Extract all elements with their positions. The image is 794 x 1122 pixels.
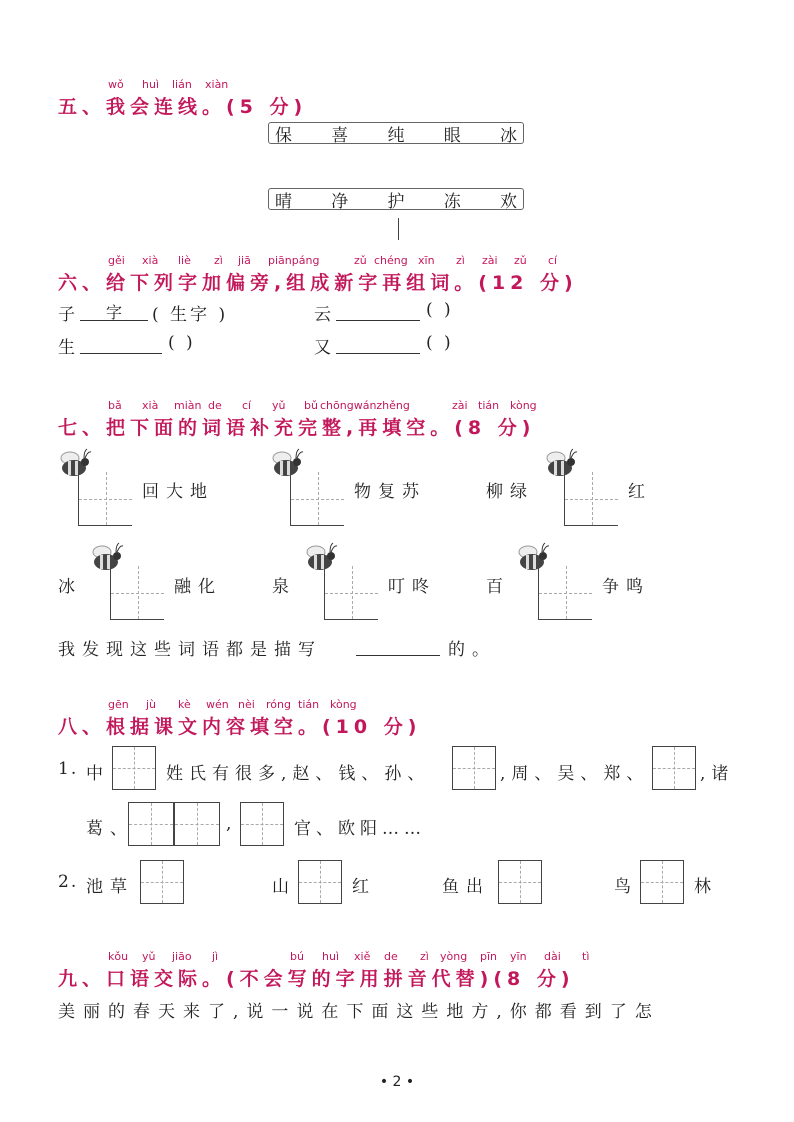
word-row-bottom [268, 188, 524, 210]
tian-grid[interactable] [640, 860, 684, 904]
char[interactable]: 眼 [443, 125, 461, 146]
connector-line [398, 218, 399, 240]
pinyin: xiàn [205, 78, 229, 91]
char[interactable]: 喜 [331, 125, 349, 146]
pinyin: pīn [480, 950, 498, 963]
pinyin: kǒu [108, 950, 129, 963]
answer-blank[interactable] [356, 637, 440, 656]
fill-text: ,周、吴、郑、 [500, 764, 650, 784]
pinyin: yǔ [272, 399, 286, 412]
section-5-title: 五、我会连线。(5 分) [58, 96, 308, 118]
fill-text: ,诸 [700, 764, 735, 784]
radical-char: 云 [314, 305, 338, 325]
pinyin: dài [544, 950, 561, 963]
word-paren[interactable]: ( ) [168, 333, 196, 353]
answer-blank[interactable] [336, 335, 420, 354]
tian-grid[interactable] [498, 860, 542, 904]
phrase-text: 红 [628, 482, 652, 502]
pinyin: miàn [174, 399, 202, 412]
word-paren[interactable]: ( ) [426, 333, 454, 353]
word-row-top [268, 122, 524, 144]
page-number: • 2 • [379, 1074, 415, 1090]
tian-grid[interactable] [290, 472, 344, 526]
pinyin: zài [452, 399, 468, 412]
fill-text: 池草 [86, 877, 134, 897]
pinyin: de [384, 950, 398, 963]
item-number: 1. [58, 759, 79, 779]
pinyin: róng [266, 698, 291, 711]
tian-grid[interactable] [140, 860, 184, 904]
pinyin: zì [420, 950, 429, 963]
tian-grid[interactable] [174, 802, 220, 846]
radical-char: 子 [58, 305, 82, 325]
tian-grid[interactable] [564, 472, 618, 526]
char[interactable]: 晴 [275, 191, 292, 212]
tian-grid[interactable] [110, 566, 164, 620]
radical-char: 又 [314, 338, 338, 358]
phrase-text: 叮咚 [388, 577, 436, 597]
phrase-text: 回大地 [142, 482, 214, 502]
fill-text: 鱼出 [442, 877, 490, 897]
pinyin: de [208, 399, 222, 412]
char[interactable]: 护 [387, 191, 405, 212]
pinyin: liè [178, 254, 191, 267]
char[interactable]: 纯 [387, 125, 405, 146]
pinyin: tián [478, 399, 500, 412]
pinyin: piānpáng [268, 254, 320, 267]
char[interactable]: 欢 [500, 191, 517, 212]
pinyin: huì [142, 78, 159, 91]
tian-grid[interactable] [112, 746, 156, 790]
sample-answer: 字 [105, 303, 122, 322]
answer-blank[interactable] [80, 335, 162, 354]
char[interactable]: 冻 [443, 191, 461, 212]
pinyin: yòng [440, 950, 468, 963]
pinyin: zài [482, 254, 498, 267]
pinyin: lián [172, 78, 192, 91]
pinyin: kòng [510, 399, 537, 412]
section-6-title: 六、给下列字加偏旁,组成新字再组词。(12 分) [58, 272, 578, 294]
tian-grid[interactable] [538, 566, 592, 620]
pinyin: cí [242, 399, 252, 412]
phrase-text: 柳绿 [486, 482, 534, 502]
word-paren[interactable]: ( ) [426, 300, 454, 320]
sentence-text: 的。 [448, 640, 496, 660]
fill-text: 姓氏有很多,赵、钱、孙、 [166, 764, 431, 784]
pinyin: jiā [238, 254, 251, 267]
pinyin: xīn [418, 254, 435, 267]
radical-char: 生 [58, 338, 82, 358]
phrase-text: 争鸣 [602, 577, 650, 597]
pinyin: jù [146, 698, 157, 711]
phrase-text: 百 [486, 577, 510, 597]
pinyin: jiāo [172, 950, 192, 963]
pinyin: zǔ [514, 254, 527, 267]
tian-grid[interactable] [78, 472, 132, 526]
pinyin: yǔ [142, 950, 156, 963]
pinyin: zǔ [354, 254, 367, 267]
answer-blank[interactable] [336, 302, 420, 321]
char[interactable]: 净 [331, 191, 349, 212]
pinyin: nèi [238, 698, 255, 711]
section-8-title: 八、根据课文内容填空。(10 分) [58, 716, 422, 738]
pinyin: xiě [354, 950, 371, 963]
tian-grid[interactable] [452, 746, 496, 790]
phrase-text: 泉 [272, 577, 296, 597]
fill-text: , [226, 814, 239, 834]
pinyin: zì [214, 254, 223, 267]
section-9-title: 九、口语交际。(不会写的字用拼音代替)(8 分) [58, 968, 575, 990]
pinyin: gěi [108, 254, 125, 267]
phrase-text: 冰 [58, 577, 82, 597]
char[interactable]: 保 [275, 125, 292, 146]
char[interactable]: 冰 [500, 125, 517, 146]
pinyin: kòng [330, 698, 357, 711]
pinyin: cí [548, 254, 558, 267]
pinyin: bú [290, 950, 304, 963]
pinyin: xià [142, 399, 159, 412]
word-paren[interactable]: ( 生字 ) [152, 305, 229, 325]
phrase-text: 物复苏 [354, 482, 426, 502]
pinyin: yīn [510, 950, 527, 963]
pinyin: tián [298, 698, 320, 711]
fill-text: 红 [352, 877, 376, 897]
pinyin: wǒ [108, 78, 124, 91]
pinyin: bǎ [108, 399, 122, 412]
sentence-text: 我发现这些词语都是描写 [58, 640, 322, 660]
pinyin: xià [142, 254, 159, 267]
fill-text: 林 [694, 877, 718, 897]
pinyin: chéng [374, 254, 408, 267]
fill-text: 中 [86, 764, 110, 784]
fill-text: 葛、 [86, 819, 134, 839]
pinyin: zì [456, 254, 465, 267]
tian-grid[interactable] [324, 566, 378, 620]
pinyin: bǔ [304, 399, 318, 412]
tian-grid[interactable] [128, 802, 174, 846]
pinyin: tì [582, 950, 590, 963]
fill-text: 官、欧阳…… [294, 819, 426, 839]
pinyin: chōngwánzhěng [320, 399, 410, 412]
fill-text: 鸟 [614, 877, 638, 897]
tian-grid[interactable] [298, 860, 342, 904]
tian-grid[interactable] [240, 802, 284, 846]
pinyin: gēn [108, 698, 129, 711]
prompt-text: 美丽的春天来了,说一说在下面这些地方,你都看到了怎 [58, 1002, 660, 1022]
pinyin: huì [322, 950, 339, 963]
pinyin: jì [212, 950, 219, 963]
item-number: 2. [58, 872, 79, 892]
phrase-text: 融化 [174, 577, 222, 597]
pinyin: wén [206, 698, 229, 711]
section-7-title: 七、把下面的词语补充完整,再填空。(8 分) [58, 417, 536, 439]
fill-text: 山 [272, 877, 296, 897]
pinyin: kè [178, 698, 191, 711]
tian-grid[interactable] [652, 746, 696, 790]
